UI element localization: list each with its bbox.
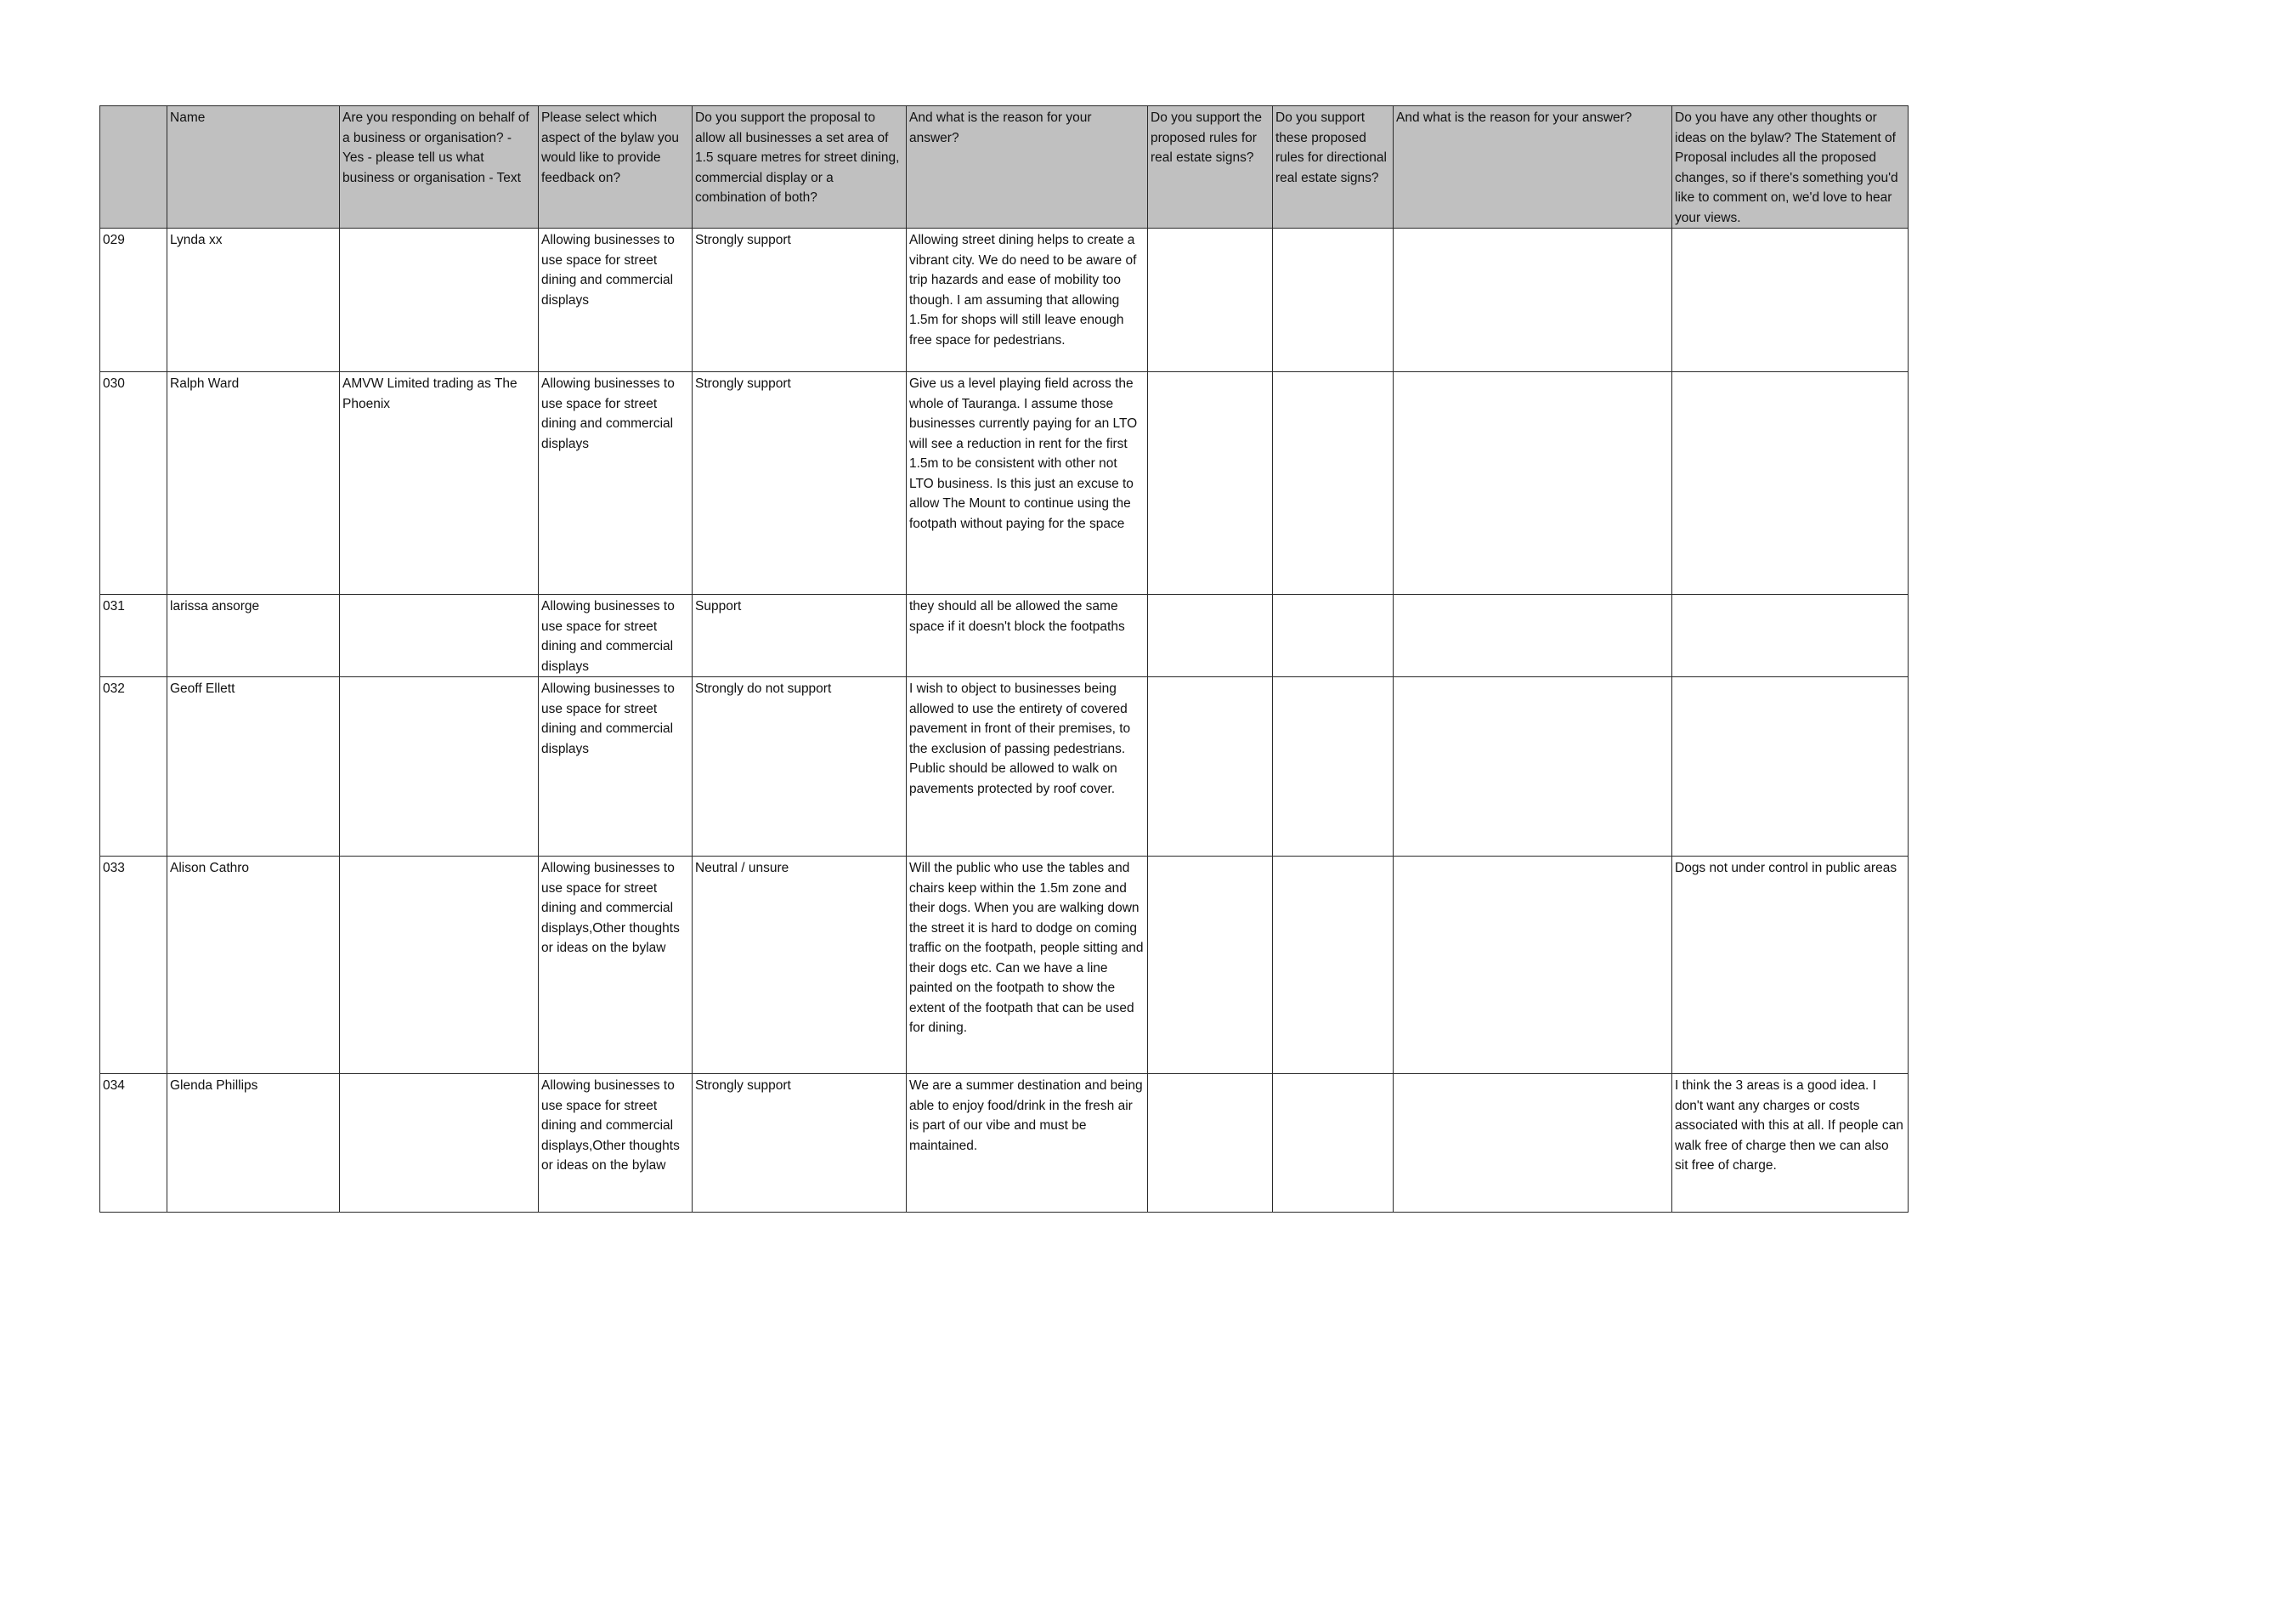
header-reason: And what is the reason for your answer? [907,106,1148,229]
header-directional-signs: Do you support these proposed rules for directional real estate signs? [1273,106,1394,229]
cell-reason: We are a summer destination and being able to enjoy food/drink in the fresh air is part of our vibe and must be maintained. [907,1074,1148,1213]
cell-directional-signs [1273,1074,1394,1213]
cell-support: Support [693,595,907,677]
cell-organisation [340,1074,539,1213]
feedback-table [99,105,1909,1213]
cell-directional-signs [1273,595,1394,677]
cell-name: Alison Cathro [167,857,340,1074]
cell-organisation [340,857,539,1074]
cell-sign-reason [1394,229,1672,372]
header-row [100,106,1909,229]
header-name: Name [167,106,340,229]
cell-other-thoughts [1672,372,1909,595]
cell-aspect: Allowing businesses to use space for street dining and commercial displays [539,595,693,677]
table-row [100,1074,1909,1213]
cell-name: larissa ansorge [167,595,340,677]
header-aspect: Please select which aspect of the bylaw you would like to provide feedback on? [539,106,693,229]
cell-id: 033 [100,857,167,1074]
cell-reason: they should all be allowed the same space if it doesn't block the footpaths [907,595,1148,677]
cell-name: Lynda xx [167,229,340,372]
cell-directional-signs [1273,677,1394,857]
cell-support: Strongly support [693,229,907,372]
header-id [100,106,167,229]
cell-support: Strongly do not support [693,677,907,857]
header-other-thoughts: Do you have any other thoughts or ideas on the bylaw? The Statement of Proposal includes all the proposed changes, so if there's something you'd like to comment on, we'd love to hear your views. [1672,106,1909,229]
cell-sign-reason [1394,372,1672,595]
header-organisation: Are you responding on behalf of a business or organisation? - Yes - please tell us what business or organisation - Text [340,106,539,229]
header-sign-reason: And what is the reason for your answer? [1394,106,1672,229]
cell-other-thoughts [1672,595,1909,677]
cell-real-estate-signs [1148,229,1273,372]
table-row [100,857,1909,1074]
table-row [100,595,1909,677]
cell-real-estate-signs [1148,1074,1273,1213]
table-row [100,677,1909,857]
cell-sign-reason [1394,1074,1672,1213]
cell-real-estate-signs [1148,372,1273,595]
table-row [100,372,1909,595]
cell-aspect: Allowing businesses to use space for street dining and commercial displays,Other thoughts or ideas on the bylaw [539,857,693,1074]
cell-support: Neutral / unsure [693,857,907,1074]
cell-organisation [340,677,539,857]
cell-name: Geoff Ellett [167,677,340,857]
cell-reason: Will the public who use the tables and chairs keep within the 1.5m zone and their dogs. When you are walking down the street it is hard to dodge on coming traffic on the footpath, people sitting and their dogs etc. Can we have a line painted on the footpath to show the extent of the footpath that can be used for dining. [907,857,1148,1074]
cell-other-thoughts [1672,229,1909,372]
cell-other-thoughts: Dogs not under control in public areas [1672,857,1909,1074]
cell-organisation [340,229,539,372]
cell-id: 029 [100,229,167,372]
header-real-estate-signs: Do you support the proposed rules for real estate signs? [1148,106,1273,229]
cell-aspect: Allowing businesses to use space for street dining and commercial displays [539,372,693,595]
header-support: Do you support the proposal to allow all businesses a set area of 1.5 square metres for street dining, commercial display or a combination of both? [693,106,907,229]
cell-sign-reason [1394,677,1672,857]
cell-support: Strongly support [693,372,907,595]
cell-sign-reason [1394,595,1672,677]
cell-other-thoughts [1672,677,1909,857]
cell-real-estate-signs [1148,857,1273,1074]
cell-id: 030 [100,372,167,595]
cell-organisation: AMVW Limited trading as The Phoenix [340,372,539,595]
cell-directional-signs [1273,229,1394,372]
cell-reason: Allowing street dining helps to create a vibrant city. We do need to be aware of trip hazards and ease of mobility too though. I am assuming that allowing 1.5m for shops will still leave enough free space for pedestrians. [907,229,1148,372]
cell-name: Glenda Phillips [167,1074,340,1213]
cell-id: 034 [100,1074,167,1213]
cell-reason: Give us a level playing field across the whole of Tauranga. I assume those businesses currently paying for an LTO will see a reduction in rent for the first 1.5m to be consistent with other not LTO business. Is this just an excuse to allow The Mount to continue using the footpath without paying for the space [907,372,1148,595]
cell-other-thoughts: I think the 3 areas is a good idea. I don't want any charges or costs associated with this at all. If people can walk free of charge then we can also sit free of charge. [1672,1074,1909,1213]
cell-organisation [340,595,539,677]
cell-aspect: Allowing businesses to use space for street dining and commercial displays [539,229,693,372]
cell-id: 031 [100,595,167,677]
cell-directional-signs [1273,857,1394,1074]
cell-aspect: Allowing businesses to use space for street dining and commercial displays [539,677,693,857]
cell-reason: I wish to object to businesses being allowed to use the entirety of covered pavement in front of their premises, to the exclusion of passing pedestrians. Public should be allowed to walk on pavements protected by roof cover. [907,677,1148,857]
cell-support: Strongly support [693,1074,907,1213]
cell-directional-signs [1273,372,1394,595]
table-row [100,229,1909,372]
cell-real-estate-signs [1148,595,1273,677]
cell-aspect: Allowing businesses to use space for street dining and commercial displays,Other thoughts or ideas on the bylaw [539,1074,693,1213]
cell-sign-reason [1394,857,1672,1074]
cell-id: 032 [100,677,167,857]
cell-name: Ralph Ward [167,372,340,595]
cell-real-estate-signs [1148,677,1273,857]
